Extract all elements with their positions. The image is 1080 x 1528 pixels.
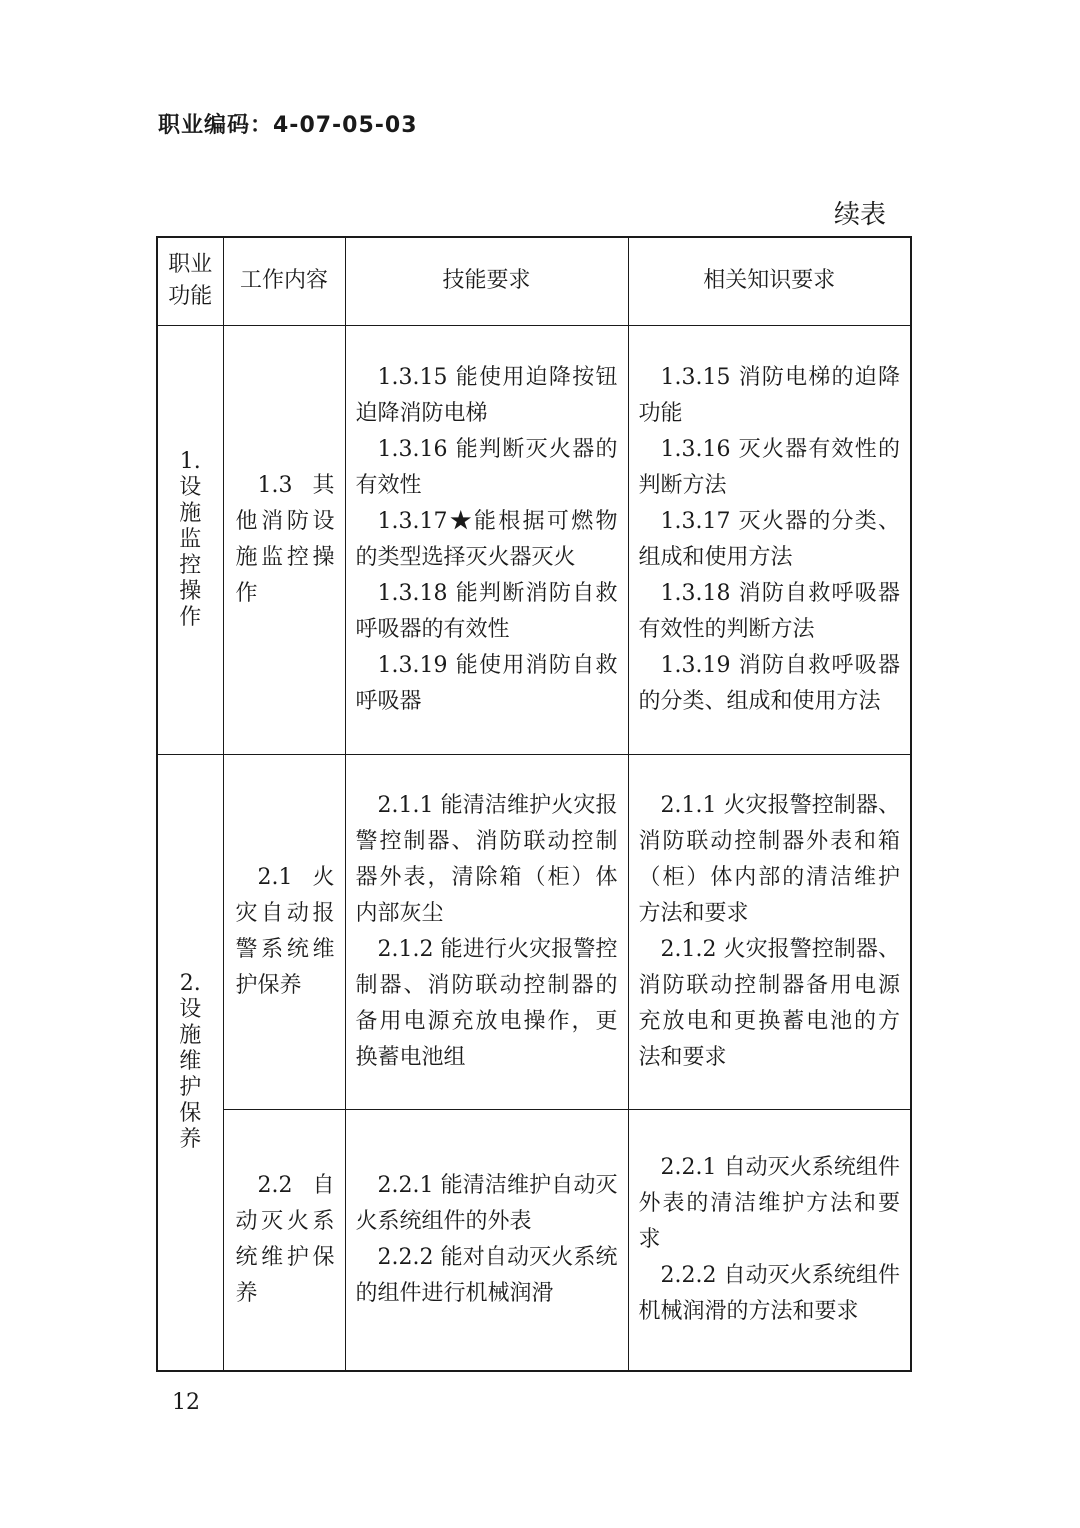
occupation-code: 职业编码：4-07-05-03 [158,113,418,138]
table-row [157,1109,911,1371]
knowledge-cell: 1.3.15 消防电梯的迫降功能 1.3.16 灭火器有效性的判断方法 1.3.17 灭火器的分类、组成和使用方法 1.3.18 消防自救呼吸器有效性的判断方法 1.3.19 消防自救呼吸器的分类、组成和使用方法 [628,325,911,754]
work-content-cell: 2.2 自动灭火系统维护保养 [223,1109,345,1371]
function-cell: 1. 设 施 监 控 操 作 [157,325,223,754]
skill-cell: 1.3.15 能使用迫降按钮迫降消防电梯 1.3.16 能判断灭火器的有效性 1.3.17★能根据可燃物的类型选择灭火器灭火 1.3.18 能判断消防自救呼吸器的有效性 1.3.19 能使用消防自救呼吸器 [345,325,628,754]
skill-cell: 2.2.1 能清洁维护自动灭火系统组件的外表 2.2.2 能对自动灭火系统的组件进行机械润滑 [345,1109,628,1371]
header-skill: 技能要求 [345,237,628,325]
table-row [157,325,911,754]
skill-cell: 2.1.1 能清洁维护火灾报警控制器、消防联动控制器外表，清除箱（柜）体内部灰尘 2.1.2 能进行火灾报警控制器、消防联动控制器的备用电源充放电操作，更换蓄电池组 [345,754,628,1109]
skills-table [156,236,912,1372]
knowledge-cell: 2.1.1 火灾报警控制器、消防联动控制器外表和箱（柜）体内部的清洁维护方法和要求 2.1.2 火灾报警控制器、消防联动控制器备用电源充放电和更换蓄电池的方法和要求 [628,754,911,1109]
header-knowledge: 相关知识要求 [628,237,911,325]
header-function: 职业 功能 [157,237,223,325]
table-header-row [157,237,911,325]
knowledge-cell: 2.2.1 自动灭火系统组件外表的清洁维护方法和要求 2.2.2 自动灭火系统组件机械润滑的方法和要求 [628,1109,911,1371]
function-cell: 2. 设 施 维 护 保 养 [157,754,223,1371]
continued-label: 续表 [834,200,887,230]
work-content-cell: 1.3 其他消防设施监控操作 [223,325,345,754]
table-row [157,754,911,1109]
work-content-cell: 2.1 火灾自动报警系统维护保养 [223,754,345,1109]
header-content: 工作内容 [223,237,345,325]
page-number: 12 [172,1390,200,1415]
